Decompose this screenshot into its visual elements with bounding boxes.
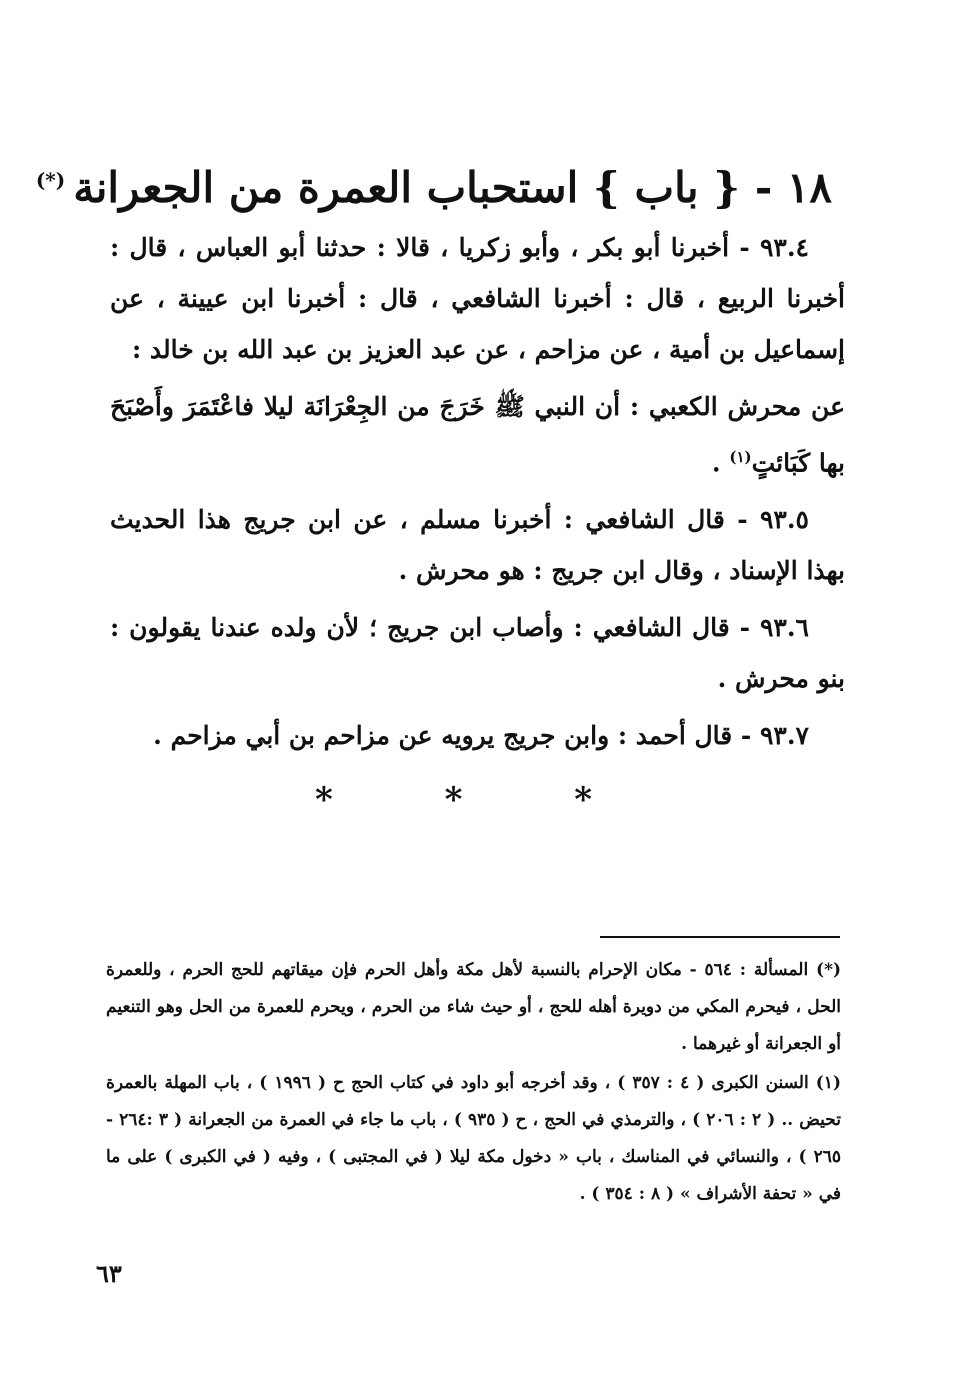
footnote-reference: (١) [729,448,752,466]
section-separator: * * * [314,780,642,820]
footnotes [106,952,841,1213]
footnote-marker: (*) [816,960,842,980]
hadith-number: ٩٣.٧ [760,721,809,751]
hadith-dash: - [732,721,760,751]
hadith-number: ٩٣.٦ [760,613,809,643]
hadith-text: قال الشافعي : وأصاب ابن جريج ؛ لأن ولده عندنا يقولون : بنو محرش . [110,613,845,694]
footnote-text: - مكان الإحرام بالنسبة لأهل مكة وأهل الحرم فإن ميقاتهم للحج الحرم ، وللعمرة الحل ، فيحرم المكي من دويرة أهله للحج ، أو حيث شاء من الحرم ، ويحرم للعمرة من الحل وهو التنعيم أو الجعرانة أو غيرهما . [106,960,841,1054]
footnote-divider [600,936,840,938]
footnote-issue-label: المسألة : ٥٦٤ [704,960,809,980]
hadith-text: أخبرنا أبو بكر ، وأبو زكريا ، قالا : حدثنا أبو العباس ، قال : أخبرنا الربيع ، قال : أخبرنا الشافعي ، قال : أخبرنا ابن عيينة ، عن إسماعيل بن أمية ، عن مزاحم ، عن عبد العزيز بن عبد الله بن خالد : [110,233,845,364]
footnote-marker: (١) [815,1073,841,1093]
hadith-paragraph-1 [110,222,845,375]
hadith-paragraph-4 [110,710,845,761]
footnote-1 [106,1065,841,1213]
hadith-matn-text: عن محرش الكعبي : أن النبي ﷺ خَرَجَ من الجِعْرَانَة ليلا فاعْتَمَرَ وأَصْبَحَ بها كَبَائتٍ [110,392,845,478]
chapter-heading-note-marker: (*) [35,168,66,192]
footnote-issue [106,952,841,1063]
hadith-dash: - [729,613,760,643]
hadith-paragraph-2 [110,494,845,596]
hadith-text: قال الشافعي : أخبرنا مسلم ، عن ابن جريج هذا الحديث بهذا الإسناد ، وقال ابن جريج : هو محرش . [110,505,845,586]
page-number: ٦٣ [96,1259,122,1288]
main-text [110,222,845,761]
chapter-heading [35,140,832,228]
hadith-matn [110,381,845,488]
hadith-number: ٩٣.٥ [760,505,809,535]
hadith-number: ٩٣.٤ [760,233,809,262]
hadith-paragraph-3 [110,602,845,704]
hadith-dash: - [729,233,760,262]
chapter-heading-text: ١٨ - { باب } استحباب العمرة من الجعرانة [73,163,832,212]
hadith-dash: - [724,505,760,535]
hadith-text: قال أحمد : وابن جريج يرويه عن مزاحم بن أبي مزاحم . [153,721,733,751]
hadith-matn-end: . [711,448,730,478]
footnote-text: السنن الكبرى ( ٤ : ٣٥٧ ) ، وقد أخرجه أبو داود في كتاب الحج ح ( ١٩٩٦ ) ، باب المهلة بالعمرة تحيض .. ( ٢ : ٢٠٦ ) ، والترمذي في الحج ، ح ( ٩٣٥ ) ، باب ما جاء في العمرة من الجعرانة ( ٣ :٢٦٤ - ٢٦٥ ) ، والنسائي في المناسك ، باب « دخول مكة ليلا ( في المجتبى ) ، وفيه ( في الكبرى ) على ما في « تحفة الأشراف » ( ٨ : ٣٥٤ ) . [106,1073,841,1204]
